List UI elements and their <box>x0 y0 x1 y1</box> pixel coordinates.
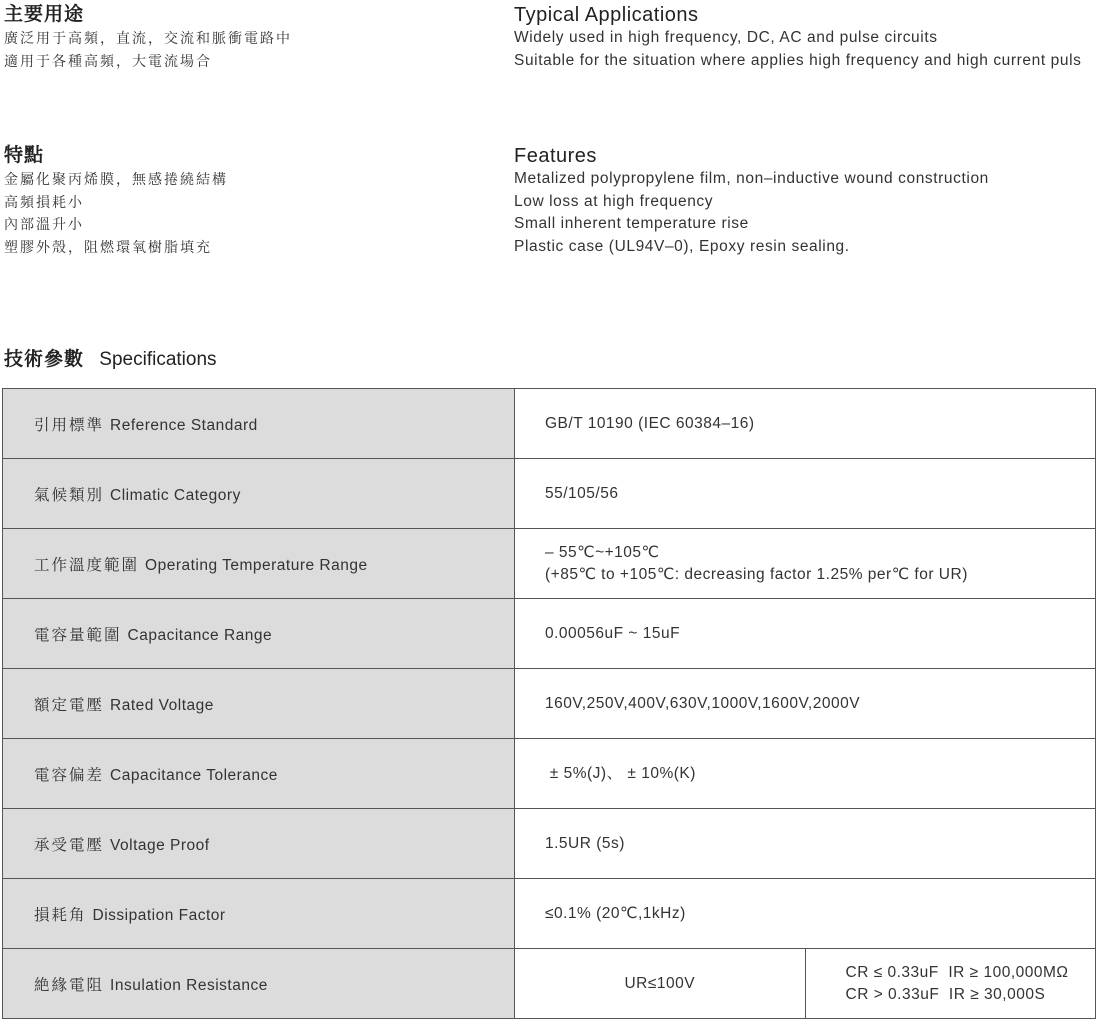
features-en-section <box>514 144 1100 258</box>
spec-value-line: 1.5UR (5s) <box>545 834 625 852</box>
applications-cn-line: 適用于各種高頻，大電流場合 <box>4 52 212 69</box>
spec-value <box>515 599 1096 669</box>
spec-label-en: Reference Standard <box>110 416 258 434</box>
spec-label-en: Capacitance Tolerance <box>110 766 278 784</box>
features-cn-line: 內部溫升小 <box>4 216 84 232</box>
features-cn-line: 塑膠外殼，阻燃環氧樹脂填充 <box>4 238 212 255</box>
features-en-line: Plastic case (UL94V–0), Epoxy resin sealing. <box>514 237 850 255</box>
spec-label-cn: 工作溫度範圍 <box>34 556 140 574</box>
applications-en-line: Suitable for the situation where applies high frequency and high current puls <box>514 51 1082 69</box>
spec-label <box>3 879 515 949</box>
features-cn-line: 金屬化聚丙烯膜，無感捲繞結構 <box>4 171 228 187</box>
spec-row-rated-voltage <box>3 669 1096 739</box>
spec-row-climatic-category <box>3 459 1096 529</box>
spec-value <box>515 739 1096 809</box>
spec-label <box>3 599 515 669</box>
spec-label <box>3 949 515 1019</box>
insulation-line: CR ≤ 0.33uF IR ≥ 100,000MΩ <box>845 963 1069 981</box>
spec-label <box>3 809 515 879</box>
spec-value <box>515 669 1096 739</box>
insulation-line: CR > 0.33uF IR ≥ 30,000S <box>845 985 1046 1003</box>
spec-label-en: Rated Voltage <box>110 696 214 714</box>
spec-label-cn: 額定電壓 <box>34 696 105 714</box>
spec-label-cn: 損耗角 <box>34 906 87 924</box>
spec-value-line: – 55℃~+105℃ <box>545 543 660 561</box>
spec-label-en: Capacitance Range <box>127 626 273 644</box>
features-en-title: Features <box>514 145 597 167</box>
spec-row-insulation-resistance <box>3 949 1096 1019</box>
spec-value <box>515 529 1096 599</box>
spec-value-line: GB/T 10190 (IEC 60384–16) <box>545 414 755 432</box>
specifications-title-en: Specifications <box>99 349 217 370</box>
spec-label-cn: 絶緣電阻 <box>34 976 105 994</box>
spec-label-cn: 電容偏差 <box>34 766 105 784</box>
spec-value <box>515 879 1096 949</box>
applications-cn-section <box>4 3 292 72</box>
spec-label <box>3 529 515 599</box>
spec-row-capacitance-tolerance <box>3 739 1096 809</box>
spec-label <box>3 739 515 809</box>
spec-label-en: Insulation Resistance <box>110 976 268 994</box>
insulation-condition: UR≤100V <box>515 949 806 1019</box>
spec-label-en: Voltage Proof <box>110 836 210 854</box>
specifications-table <box>2 388 1096 1019</box>
applications-cn-title: 主要用途 <box>4 4 85 25</box>
applications-en-line: Widely used in high frequency, DC, AC and pulse circuits <box>514 29 938 46</box>
specifications-title-cn: 技術參數 <box>4 349 85 370</box>
applications-cn-line: 廣泛用于高頻，直流，交流和脈衝電路中 <box>4 30 292 46</box>
spec-label <box>3 669 515 739</box>
applications-en-title: Typical Applications <box>514 4 699 26</box>
spec-value-line: ≤0.1% (20℃,1kHz) <box>545 904 686 922</box>
spec-label-cn: 承受電壓 <box>34 836 105 854</box>
insulation-values <box>805 949 1096 1019</box>
spec-value-line: 55/105/56 <box>545 484 619 502</box>
features-cn-title: 特點 <box>4 145 45 166</box>
spec-row-capacitance-range <box>3 599 1096 669</box>
spec-label-cn: 氣候類別 <box>34 486 105 504</box>
specifications-title <box>4 344 217 371</box>
spec-label-cn: 電容量範圍 <box>34 626 122 644</box>
spec-value-line: ± 5%(J)、 ± 10%(K) <box>545 764 696 782</box>
applications-en-section <box>514 3 1100 72</box>
spec-value-line: (+85℃ to +105℃: decreasing factor 1.25% per℃ for UR) <box>545 565 968 583</box>
spec-value <box>515 389 1096 459</box>
spec-label-cn: 引用標準 <box>34 416 105 434</box>
features-en-line: Low loss at high frequency <box>514 192 714 210</box>
spec-row-dissipation-factor <box>3 879 1096 949</box>
features-en-line: Metalized polypropylene film, non–inductive wound construction <box>514 170 989 187</box>
features-cn-line: 高頻損耗小 <box>4 193 84 210</box>
spec-label <box>3 389 515 459</box>
spec-label <box>3 459 515 529</box>
spec-row-reference-standard <box>3 389 1096 459</box>
spec-value <box>515 459 1096 529</box>
spec-row-voltage-proof <box>3 809 1096 879</box>
features-cn-section <box>4 144 228 258</box>
spec-row-operating-temperature <box>3 529 1096 599</box>
spec-value <box>515 809 1096 879</box>
spec-label-en: Dissipation Factor <box>92 906 226 924</box>
spec-label-en: Climatic Category <box>110 486 241 504</box>
spec-value-line: 0.00056uF ~ 15uF <box>545 624 681 642</box>
features-en-line: Small inherent temperature rise <box>514 215 749 232</box>
spec-label-en: Operating Temperature Range <box>145 556 368 574</box>
spec-value-line: 160V,250V,400V,630V,1000V,1600V,2000V <box>545 694 861 712</box>
